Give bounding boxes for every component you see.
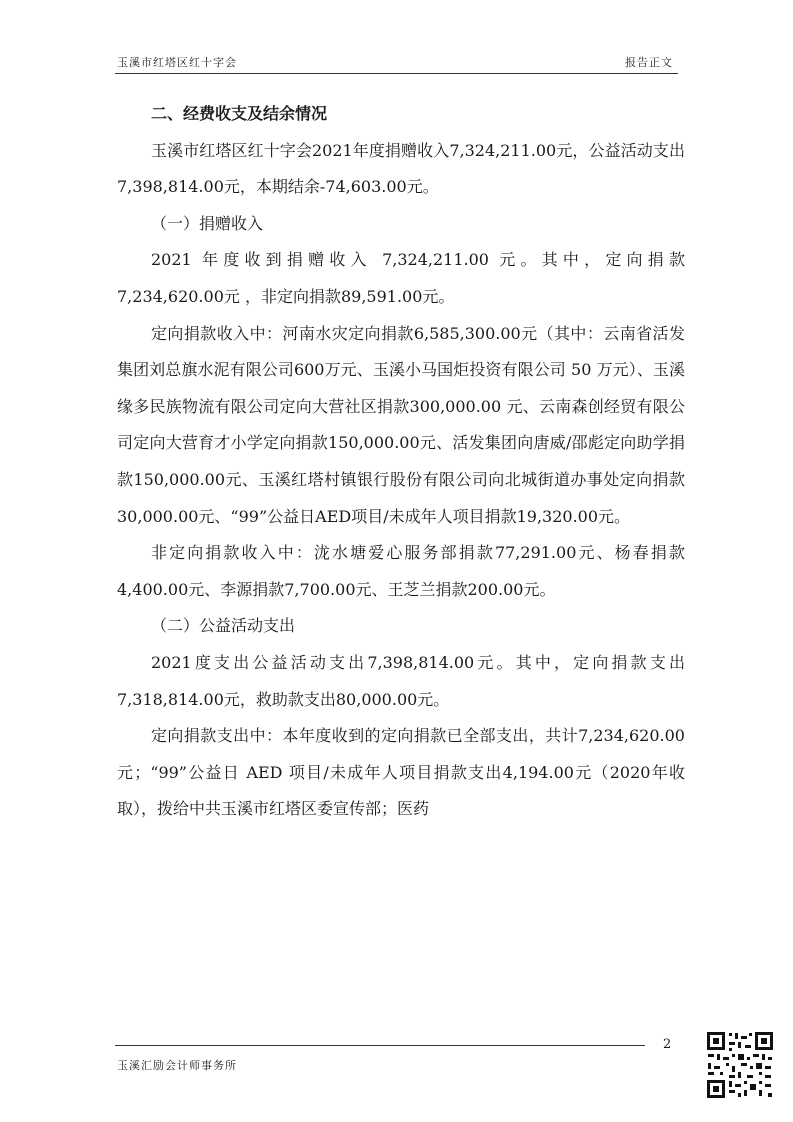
document-body (117, 96, 685, 828)
subsection-title-expenditure: （二）公益活动支出 (151, 616, 296, 636)
header-doc-type: 报告正文 (625, 56, 673, 69)
header-divider (115, 73, 678, 74)
section-title: 二、经费收支及结余情况 (151, 104, 328, 123)
paragraph-donation-total: 2021 年度收到捐赠收入 7,324,211.00 元。其中，定向捐款7,234,620.00元 ，非定向捐款89,591.00元。 (117, 250, 685, 306)
header-org-name: 玉溪市红塔区红十字会 (117, 56, 237, 69)
qr-code-icon (705, 1030, 775, 1100)
paragraph-undirected-donations: 非定向捐款收入中：泷水塘爱心服务部捐款77,291.00元、杨春捐款4,400.00元、李源捐款7,700.00元、王芝兰捐款200.00元。 (117, 543, 685, 599)
paragraph-directed-expenditure: 定向捐款支出中：本年度收到的定向捐款已全部支出，共计7,234,620.00 元；“99”公益日 AED 项目/未成年人项目捐款支出4,194.00元（2020年收取），拨给中共玉溪市红塔区委宣传部；医药 (117, 726, 685, 819)
footer-firm-name: 玉溪汇励会计师事务所 (117, 1059, 237, 1072)
page-number: 2 (663, 1037, 672, 1052)
subsection-title-donation-income: （一）捐赠收入 (151, 213, 264, 233)
paragraph-summary: 玉溪市红塔区红十字会2021年度捐赠收入7,324,211.00元，公益活动支出7,398,814.00元，本期结余-74,603.00元。 (117, 140, 685, 197)
paragraph-directed-donations: 定向捐款收入中：河南水灾定向捐款6,585,300.00元（其中：云南省活发集团刘总旗水泥有限公司600万元、玉溪小马国炬投资有限公司 50 万元）、玉溪缘多民族物流有限公司定向大营社区捐款300,000.00 元、云南森创经贸有限公司定向大营育才小学定向捐款150,000.00元、活发集团向唐威/邵彪定向助学捐款150,000.00元、玉溪红塔村镇银行股份有限公司向北城街道办事处定向捐款30,000.00元、“99”公益日AED项目/未成年人项目捐款19,320.00元。 (117, 323, 685, 526)
footer-divider (115, 1045, 645, 1046)
paragraph-expenditure-total: 2021度支出公益活动支出7,398,814.00元。其中，定向捐款支出7,318,814.00元，救助款支出80,000.00元。 (117, 652, 685, 709)
